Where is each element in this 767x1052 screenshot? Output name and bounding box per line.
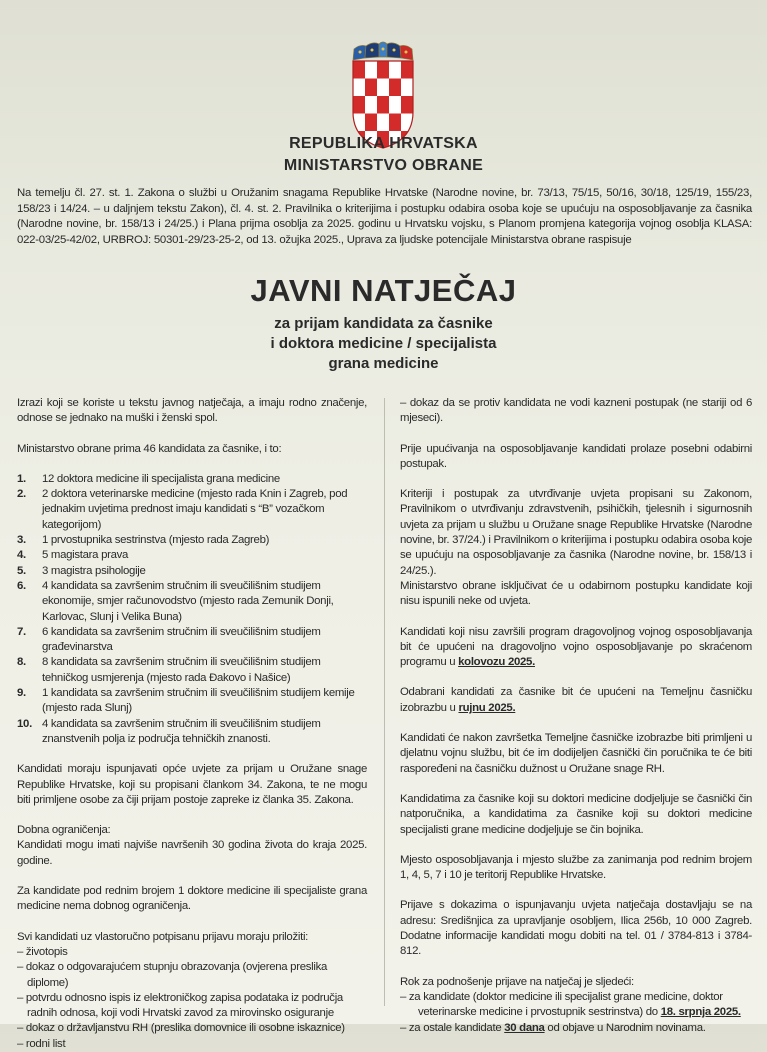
exclusion-note: Ministarstvo obrane isključivat će u odabirnom postupku kandidate koji nisu ispunili neke od uvjeta.: [400, 579, 752, 608]
page-subtitle: [0, 314, 767, 374]
officer-training-note: [400, 685, 752, 716]
list-number: 5.: [17, 564, 26, 577]
right-column: [400, 396, 752, 1036]
list-text: 4 kandidata sa završenim stručnim ili sveučilišnim studijem ekonomije, smjer računovodstvo (mjesto rada Zemunik Donji, Karlovac, Slunj i Velika Buna): [42, 579, 334, 623]
list-text: 8 kandidata sa završenim stručnim ili sveučilišnim studijem tehničkog usmjerenja (mjesto rada Đakovo i Našice): [42, 656, 321, 684]
list-item: [17, 625, 367, 656]
deadline-intro: Rok za podnošenje prijave na natječaj je sljedeći:: [400, 975, 634, 988]
attachment-item: – životopis: [17, 945, 68, 958]
subtitle-line: i doktora medicine / specijalista: [270, 335, 497, 352]
deadline-date: 18. srpnja 2025.: [660, 1006, 741, 1019]
list-text: 1 prvostupnika sestrinstva (mjesto rada Zagreb): [42, 534, 270, 547]
training-note: [400, 625, 752, 671]
attachment-item: – dokaz o odgovarajućem stupnju obrazovanja (ovjerena preslika diplome): [17, 961, 328, 989]
attachment-item: – dokaz da se protiv kandidata ne vodi kazneni postupak (ne stariji od 6 mjeseci).: [400, 397, 752, 425]
list-number: 7.: [17, 625, 26, 638]
list-number: 10.: [17, 717, 32, 730]
age-exception: Za kandidate pod rednim brojem 1 doktore medicine ili specijaliste grana medicine nema dobnog ograničenja.: [17, 885, 367, 913]
list-number: 6.: [17, 579, 26, 592]
list-number: 8.: [17, 656, 26, 669]
list-number: 3.: [17, 534, 26, 547]
list-item: [17, 579, 367, 625]
officer-training-text: Odabrani kandidati za časnike bit će upućeni na Temeljnu časničku izobrazbu u: [400, 686, 752, 714]
page-title: JAVNI NATJEČAJ: [250, 273, 517, 308]
location-note: Mjesto osposobljavanja i mjesto službe za zanimanja pod rednim brojem 1, 4, 5, 7 i 10 je teritorij Republike Hrvatske.: [400, 853, 752, 882]
list-item: [17, 564, 367, 579]
training-date: kolovozu 2025.: [458, 656, 535, 669]
selection-note: Prije upućivanja na osposobljavanje kandidati prolaze posebni odabirni postupak.: [400, 442, 752, 470]
list-item: [17, 717, 367, 748]
list-number: 9.: [17, 687, 26, 700]
list-number: 4.: [17, 549, 26, 562]
service-note: Kandidati će nakon završetka Temeljne časničke izobrazbe biti primljeni u djelatnu vojnu službu, bit će im dodijeljen časnički čin poručnika te će biti raspoređeni na časničku dužnost u Oružane snage RH.: [400, 732, 752, 775]
list-text: 3 magistra psihologije: [42, 564, 146, 577]
deadline-text: – za kandidate (doktor medicine ili specijalist grane medicine, doktor veterinarske medicine i prvostupnik sestrinstva) do: [400, 990, 723, 1019]
croatian-coat-of-arms-icon: [350, 40, 416, 150]
column-divider: [384, 398, 385, 1006]
intro-paragraph: Na temelju čl. 27. st. 1. Zakona o službi u Oružanim snagama Republike Hrvatske (Narodne novine, br. 73/13, 75/15, 50/16, 30/18, 125/19, 155/23, 158/23 i 14/24. – u daljnjem tekstu Zakon), čl. 4. st. 2. Pravilnika o kriterijima i postupku odabira osoba koje se upućuju na osposobljavanje za časnika (Narodne novine, br. 158/13 i 24/25.) i Plana prijma osoblja za 2025. godinu u Hrvatsku vojsku, s Planom promjena kategorija vojnog osoblja KLASA: 022-03/25-42/02, URBROJ: 50301-29/23-25-2, od 13. ožujka 2025., Uprava za ljudske potencijale Ministarstva obrane raspisuje: [17, 187, 752, 246]
list-number: 1.: [17, 472, 26, 485]
list-text: 1 kandidata sa završenim stručnim ili sveučilišnim studijem kemije (mjesto rada Slunj): [42, 687, 355, 715]
list-item: [17, 655, 367, 686]
deadline-days: 30 dana: [504, 1021, 545, 1034]
address-note: Prijave s dokazima o ispunjavanju uvjeta natječaja dostavljaju se na adresu: Središnjica za upravljanje osobljem, Ilica 256b, 10 000 Zagreb. Dodatne informacije kandidati mogu dobiti na tel. 01 / 3784-813 i 3784-812.: [400, 899, 752, 958]
list-item: [17, 548, 367, 563]
list-item: [17, 472, 367, 487]
subtitle-line: grana medicine: [328, 355, 439, 372]
deadline-item: [400, 990, 752, 1021]
subtitle-line: za prijam kandidata za časnike: [274, 315, 493, 332]
gender-note: Izrazi koji se koriste u tekstu javnog natječaja, a imaju rodno značenje, odnose se jednako na muški i ženski spol.: [17, 397, 367, 425]
left-column: [17, 396, 367, 1052]
age-limit: Kandidati mogu imati najviše navršenih 30 godina života do kraja 2025. godine.: [17, 839, 367, 867]
list-text: 12 doktora medicine ili specijalista grana medicine: [42, 472, 280, 485]
deadline-text: – za ostale kandidate: [400, 1021, 505, 1034]
age-heading: Dobna ograničenja:: [17, 824, 111, 837]
list-text: 6 kandidata sa završenim stručnim ili sveučilišnim studijem građevinarstva: [42, 625, 321, 654]
list-number: 2.: [17, 488, 26, 501]
list-item: [17, 487, 367, 533]
list-item: [17, 686, 367, 717]
attachments-intro: Svi kandidati uz vlastoručno potpisanu prijavu moraju priložiti:: [17, 930, 309, 943]
list-text: 2 doktora veterinarske medicine (mjesto rada Knin i Zagreb, pod jednakim uvjetima prednost imaju kandidati s “B” vozačkom kategorijom): [42, 488, 348, 531]
officer-training-date: rujnu 2025.: [458, 701, 516, 714]
list-text: 4 kandidata sa završenim stručnim ili sveučilišnim studijem znanstvenih polja iz područja tehničkih znanosti.: [42, 717, 321, 745]
attachment-item: – dokaz o državljanstvu RH (preslika domovnice ili osobne iskaznice): [17, 1022, 345, 1035]
deadline-text: od objave u Narodnim novinama.: [544, 1021, 706, 1034]
ministry-name: MINISTARSTVO OBRANE: [283, 157, 484, 174]
attachment-item: – rodni list: [17, 1037, 66, 1050]
org-name: REPUBLIKA HRVATSKA: [289, 135, 478, 152]
positions-intro: Ministarstvo obrane prima 46 kandidata za časnike, i to:: [17, 442, 282, 455]
positions-list: [17, 472, 367, 747]
list-text: 5 magistara prava: [42, 549, 129, 562]
deadline-item: [400, 1021, 752, 1036]
attachment-item: – potvrdu odnosno ispis iz elektroničkog zapisa podataka iz područja radnih odnosa, koji vodi Hrvatski zavod za mirovinsko osiguranje: [17, 991, 343, 1020]
training-text: Kandidati koji nisu završili program dragovoljnog vojnog osposobljavanja bit će upućeni na dragovoljno vojno osposobljavanje po skraćenom programu u: [400, 625, 752, 669]
general-conditions: Kandidati moraju ispunjavati opće uvjete za prijam u Oružane snage Republike Hrvatske, koji su propisani člankom 34. Zakona, te ne mogu biti primljene osobe za čiji prijam postoje zapreke iz članka 35. Zakona.: [17, 763, 367, 806]
criteria-paragraph: Kriteriji i postupak za utvrđivanje uvjeta propisani su Zakonom, Pravilnikom o utvrđivanju zdravstvenih, psihičkih, tjelesnih i sigurnosnih uvjeta za prijam u službu u Oružane snage Republike Hrvatske (Narodne novine, br. 37/24.) i Pravilnikom o kriterijima i postupku odabira osoba koje se upućuju na osposobljavanje za časnika (Narodne novine, br. 158/13 i 24/25.).: [400, 488, 752, 577]
rank-note: Kandidatima za časnike koji su doktori medicine dodjeljuje se časnički čin natporučnika, a kandidatima za časnike koji su doktori medicine specijalisti grane medicine dodjeljuje se čin bojnika.: [400, 792, 752, 836]
list-item: [17, 533, 367, 548]
